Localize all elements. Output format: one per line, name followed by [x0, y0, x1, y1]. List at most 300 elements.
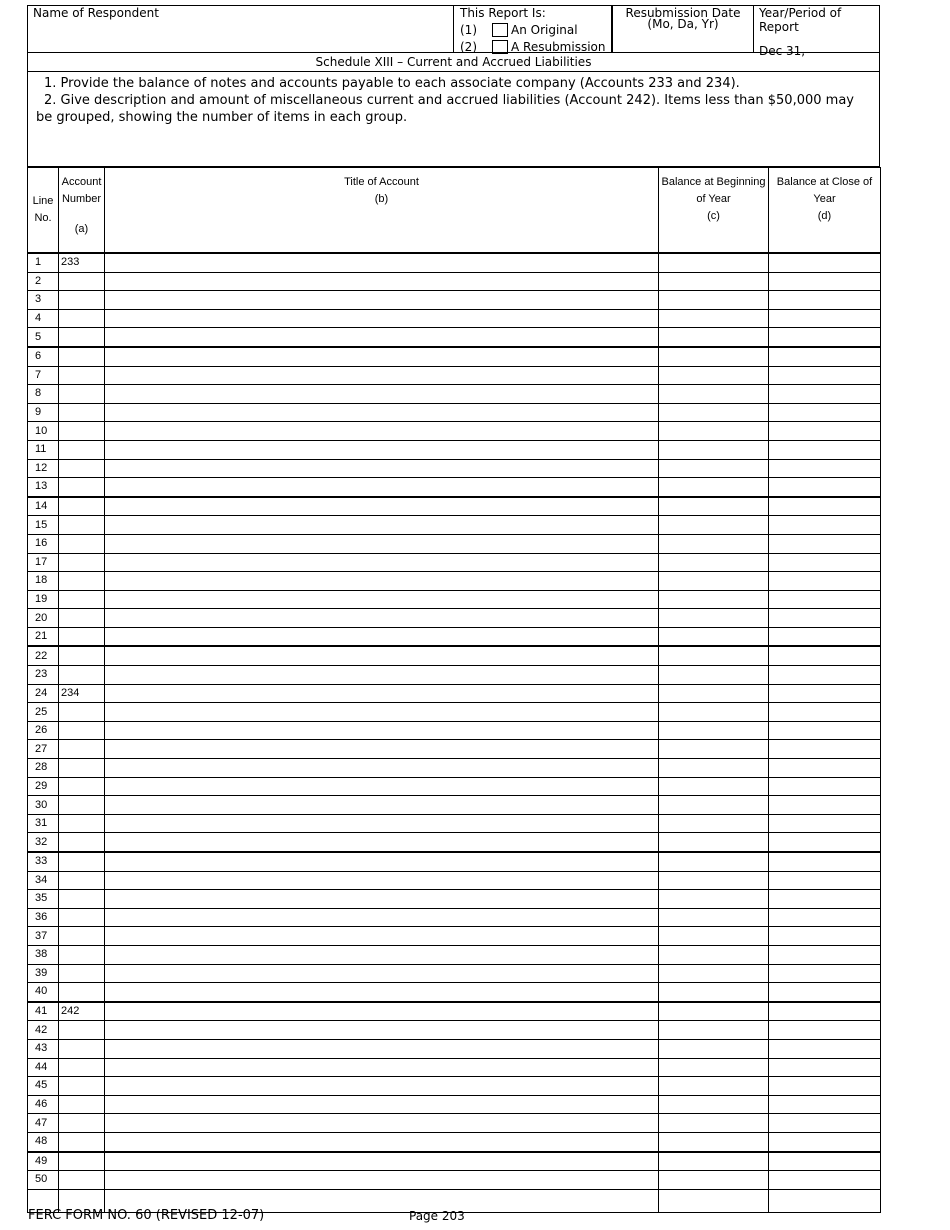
line-number: 13: [28, 478, 59, 497]
balance-beginning-cell[interactable]: [659, 964, 769, 983]
account-number-cell[interactable]: [59, 272, 105, 291]
year-label: Year/Period of Report: [759, 6, 842, 34]
line-number: 10: [28, 422, 59, 441]
account-title-cell[interactable]: [105, 497, 659, 516]
account-number-cell[interactable]: [59, 833, 105, 852]
balance-beginning-cell[interactable]: [659, 777, 769, 796]
account-title-cell[interactable]: [105, 964, 659, 983]
balance-beginning-cell[interactable]: [659, 1095, 769, 1114]
account-title-cell[interactable]: [105, 1021, 659, 1040]
resubmission-date-cell[interactable]: [611, 6, 753, 52]
account-number-cell[interactable]: [59, 309, 105, 328]
table-row: [28, 890, 881, 909]
account-title-cell[interactable]: [105, 609, 659, 628]
balance-close-cell[interactable]: [769, 572, 881, 591]
option2-num: (2): [460, 39, 477, 54]
year-period-cell[interactable]: [753, 6, 879, 58]
line-number: 33: [28, 852, 59, 871]
account-number-cell[interactable]: [59, 1152, 105, 1171]
balance-beginning-cell[interactable]: [659, 666, 769, 685]
account-number-cell[interactable]: [59, 666, 105, 685]
account-number-cell[interactable]: [59, 516, 105, 535]
account-number-cell[interactable]: [59, 366, 105, 385]
balance-beginning-cell[interactable]: [659, 1058, 769, 1077]
table-row: [28, 459, 881, 478]
balance-beginning-cell[interactable]: [659, 478, 769, 497]
balance-close-cell[interactable]: [769, 516, 881, 535]
account-title-cell[interactable]: [105, 1002, 659, 1021]
table-row: [28, 478, 881, 497]
balance-close-cell[interactable]: [769, 590, 881, 609]
balance-close-cell[interactable]: [769, 703, 881, 722]
col-line-header: [28, 168, 59, 254]
account-title-cell[interactable]: [105, 1077, 659, 1096]
account-number-cell[interactable]: 233: [59, 253, 105, 272]
balance-close-cell[interactable]: [769, 1152, 881, 1171]
line-number: 44: [28, 1058, 59, 1077]
respondent-label: Name of Respondent: [33, 6, 159, 20]
table-row: [28, 440, 881, 459]
balance-beginning-cell[interactable]: [659, 516, 769, 535]
balance-close-cell[interactable]: [769, 814, 881, 833]
table-row: [28, 740, 881, 759]
account-title-cell[interactable]: [105, 347, 659, 366]
col-line-l2: No.: [34, 212, 52, 224]
line-number: 38: [28, 945, 59, 964]
line-number: 14: [28, 497, 59, 516]
balance-beginning-cell[interactable]: [659, 1021, 769, 1040]
account-title-cell[interactable]: [105, 478, 659, 497]
option2-label: A Resubmission: [511, 39, 606, 54]
account-number-cell[interactable]: [59, 478, 105, 497]
line-number: 36: [28, 908, 59, 927]
balance-beginning-cell[interactable]: [659, 253, 769, 272]
table-row: [28, 272, 881, 291]
balance-beginning-cell[interactable]: [659, 646, 769, 665]
line-number: 1: [28, 253, 59, 272]
account-number-cell[interactable]: [59, 1114, 105, 1133]
account-title-cell[interactable]: [105, 833, 659, 852]
account-title-cell[interactable]: [105, 422, 659, 441]
col-account-header: [59, 168, 105, 254]
table-row: [28, 422, 881, 441]
balance-close-cell[interactable]: [769, 459, 881, 478]
account-number-cell[interactable]: [59, 890, 105, 909]
line-number: 25: [28, 703, 59, 722]
col-acct-code: (a): [74, 223, 89, 235]
col-close-header: [769, 168, 881, 254]
account-title-cell[interactable]: [105, 272, 659, 291]
balance-beginning-cell[interactable]: [659, 1039, 769, 1058]
account-title-cell[interactable]: [105, 385, 659, 404]
balance-close-cell[interactable]: [769, 497, 881, 516]
account-number-cell[interactable]: [59, 440, 105, 459]
table-row: [28, 385, 881, 404]
account-title-cell[interactable]: [105, 1039, 659, 1058]
line-number: 19: [28, 590, 59, 609]
account-number-cell[interactable]: [59, 1039, 105, 1058]
table-row: [28, 927, 881, 946]
account-number-cell[interactable]: [59, 927, 105, 946]
balance-close-cell[interactable]: [769, 796, 881, 815]
balance-beginning-cell[interactable]: [659, 1171, 769, 1190]
option-original: [460, 21, 611, 38]
account-title-cell[interactable]: [105, 703, 659, 722]
table-row: [28, 1095, 881, 1114]
balance-close-cell[interactable]: [769, 385, 881, 404]
line-number: 43: [28, 1039, 59, 1058]
account-number-cell[interactable]: [59, 759, 105, 778]
instructions: [27, 72, 880, 167]
line-number: 11: [28, 440, 59, 459]
account-title-cell[interactable]: [105, 403, 659, 422]
line-number: 48: [28, 1132, 59, 1151]
table-row: [28, 497, 881, 516]
account-number-cell[interactable]: [59, 964, 105, 983]
balance-close-cell[interactable]: [769, 627, 881, 646]
balance-beginning-cell[interactable]: [659, 328, 769, 347]
balance-beginning-cell[interactable]: [659, 814, 769, 833]
table-row: [28, 1132, 881, 1151]
account-number-cell[interactable]: [59, 852, 105, 871]
balance-close-cell[interactable]: [769, 833, 881, 852]
account-number-cell[interactable]: [59, 777, 105, 796]
balance-beginning-cell[interactable]: [659, 590, 769, 609]
balance-beginning-cell[interactable]: [659, 703, 769, 722]
balance-beginning-cell[interactable]: [659, 796, 769, 815]
account-title-cell[interactable]: [105, 516, 659, 535]
account-number-cell[interactable]: [59, 590, 105, 609]
option1-label: An Original: [511, 22, 578, 37]
account-number-cell[interactable]: [59, 572, 105, 591]
balance-close-cell[interactable]: [769, 964, 881, 983]
page-number: Page 203: [409, 1209, 465, 1223]
table-row: [28, 1039, 881, 1058]
balance-beginning-cell[interactable]: [659, 890, 769, 909]
account-number-cell[interactable]: [59, 908, 105, 927]
line-number: 35: [28, 890, 59, 909]
balance-beginning-cell[interactable]: [659, 366, 769, 385]
account-title-cell[interactable]: [105, 440, 659, 459]
balance-close-cell[interactable]: [769, 328, 881, 347]
balance-close-cell[interactable]: [769, 1132, 881, 1151]
balance-beginning-cell[interactable]: [659, 609, 769, 628]
account-title-cell[interactable]: [105, 740, 659, 759]
line-number: 12: [28, 459, 59, 478]
balance-close-cell[interactable]: [769, 1021, 881, 1040]
account-title-cell[interactable]: [105, 814, 659, 833]
balance-close-cell[interactable]: [769, 1095, 881, 1114]
balance-close-cell[interactable]: [769, 1077, 881, 1096]
account-title-cell[interactable]: [105, 666, 659, 685]
line-number: 37: [28, 927, 59, 946]
account-title-cell[interactable]: [105, 721, 659, 740]
balance-close-cell[interactable]: [769, 666, 881, 685]
balance-beginning-cell[interactable]: [659, 759, 769, 778]
line-number: 21: [28, 627, 59, 646]
balance-close-cell[interactable]: [769, 740, 881, 759]
balance-beginning-cell[interactable]: [659, 684, 769, 703]
resubmission-checkbox[interactable]: [492, 40, 508, 54]
line-number: 16: [28, 534, 59, 553]
account-title-cell[interactable]: [105, 796, 659, 815]
table-row: [28, 983, 881, 1002]
table-row: [28, 945, 881, 964]
form-header: [27, 5, 880, 58]
balance-beginning-cell[interactable]: [659, 852, 769, 871]
balance-close-cell[interactable]: [769, 1171, 881, 1190]
account-title-cell[interactable]: [105, 945, 659, 964]
option-resubmission: [460, 38, 611, 55]
account-title-cell[interactable]: [105, 1114, 659, 1133]
liabilities-table: [27, 167, 881, 1213]
account-number-cell[interactable]: [59, 422, 105, 441]
balance-beginning-cell[interactable]: [659, 534, 769, 553]
table-row: [28, 646, 881, 665]
table-body: [28, 253, 881, 1212]
line-number: 45: [28, 1077, 59, 1096]
balance-close-cell[interactable]: [769, 721, 881, 740]
balance-beginning-cell[interactable]: [659, 945, 769, 964]
balance-close-cell[interactable]: [769, 1002, 881, 1021]
account-title-cell[interactable]: [105, 1095, 659, 1114]
balance-close-cell[interactable]: [769, 291, 881, 310]
account-number-cell[interactable]: [59, 1132, 105, 1151]
balance-beginning-cell[interactable]: [659, 272, 769, 291]
table-row: [28, 516, 881, 535]
account-title-cell[interactable]: [105, 684, 659, 703]
balance-close-cell[interactable]: [769, 478, 881, 497]
account-title-cell[interactable]: [105, 852, 659, 871]
balance-beginning-cell[interactable]: [659, 422, 769, 441]
account-title-cell[interactable]: [105, 890, 659, 909]
account-number-cell[interactable]: [59, 1077, 105, 1096]
form-frame: [27, 5, 880, 1213]
line-number: 46: [28, 1095, 59, 1114]
col-title-code: (b): [374, 193, 389, 205]
balance-close-cell[interactable]: [769, 890, 881, 909]
account-title-cell[interactable]: [105, 459, 659, 478]
account-title-cell[interactable]: [105, 908, 659, 927]
account-title-cell[interactable]: [105, 1132, 659, 1151]
balance-close-cell[interactable]: [769, 609, 881, 628]
table-row: [28, 1152, 881, 1171]
account-number-cell[interactable]: 242: [59, 1002, 105, 1021]
instruction-2: 2. Give description and amount of miscellaneous current and accrued liabilities (Account 242). Items less than $50,000 may be grouped, showing the number of items in each group.: [36, 93, 854, 125]
account-title-cell[interactable]: [105, 534, 659, 553]
line-number: 28: [28, 759, 59, 778]
balance-beginning-cell[interactable]: [659, 871, 769, 890]
balance-beginning-cell[interactable]: [659, 627, 769, 646]
account-title-cell[interactable]: [105, 328, 659, 347]
account-number-cell[interactable]: [59, 703, 105, 722]
account-number-cell[interactable]: [59, 646, 105, 665]
line-number: 22: [28, 646, 59, 665]
account-number-cell[interactable]: 234: [59, 684, 105, 703]
account-title-cell[interactable]: [105, 1058, 659, 1077]
balance-close-cell[interactable]: [769, 927, 881, 946]
account-number-cell[interactable]: [59, 983, 105, 1002]
balance-beginning-cell[interactable]: [659, 497, 769, 516]
account-title-cell[interactable]: [105, 627, 659, 646]
col-close-code: (d): [817, 210, 832, 222]
account-number-cell[interactable]: [59, 459, 105, 478]
line-number: 20: [28, 609, 59, 628]
line-number: 3: [28, 291, 59, 310]
balance-close-cell[interactable]: [769, 553, 881, 572]
line-number: 49: [28, 1152, 59, 1171]
account-title-cell[interactable]: [105, 646, 659, 665]
account-number-cell[interactable]: [59, 1095, 105, 1114]
balance-beginning-cell[interactable]: [659, 347, 769, 366]
account-number-cell[interactable]: [59, 1021, 105, 1040]
line-number: 9: [28, 403, 59, 422]
line-number: 42: [28, 1021, 59, 1040]
balance-close-cell[interactable]: [769, 983, 881, 1002]
table-row: [28, 908, 881, 927]
table-row: [28, 833, 881, 852]
balance-close-cell[interactable]: [769, 777, 881, 796]
account-number-cell[interactable]: [59, 871, 105, 890]
account-title-cell[interactable]: [105, 871, 659, 890]
balance-beginning-cell[interactable]: [659, 553, 769, 572]
balance-beginning-cell[interactable]: [659, 385, 769, 404]
balance-close-cell[interactable]: [769, 759, 881, 778]
account-number-cell[interactable]: [59, 609, 105, 628]
account-title-cell[interactable]: [105, 553, 659, 572]
balance-beginning-cell[interactable]: [659, 459, 769, 478]
balance-close-cell[interactable]: [769, 347, 881, 366]
account-number-cell[interactable]: [59, 627, 105, 646]
account-title-cell[interactable]: [105, 1171, 659, 1190]
balance-beginning-cell[interactable]: [659, 291, 769, 310]
balance-close-cell[interactable]: [769, 440, 881, 459]
account-title-cell[interactable]: [105, 777, 659, 796]
account-title-cell[interactable]: [105, 983, 659, 1002]
table-row: [28, 553, 881, 572]
table-row: [28, 759, 881, 778]
table-row: [28, 684, 881, 703]
balance-close-cell[interactable]: [769, 272, 881, 291]
respondent-cell[interactable]: [28, 6, 453, 52]
table-row: [28, 814, 881, 833]
line-number: 17: [28, 553, 59, 572]
col-acct-l1: Account: [61, 176, 102, 188]
account-title-cell[interactable]: [105, 366, 659, 385]
resub-date-label: Resubmission Date: [625, 6, 741, 20]
balance-close-cell[interactable]: [769, 945, 881, 964]
account-number-cell[interactable]: [59, 347, 105, 366]
balance-close-cell[interactable]: [769, 309, 881, 328]
account-title-cell[interactable]: [105, 1152, 659, 1171]
balance-beginning-cell[interactable]: [659, 1002, 769, 1021]
account-title-cell[interactable]: [105, 309, 659, 328]
table-row: [28, 1171, 881, 1190]
balance-beginning-cell[interactable]: [659, 983, 769, 1002]
balance-close-cell[interactable]: [769, 534, 881, 553]
balance-close-cell[interactable]: [769, 422, 881, 441]
balance-close-cell[interactable]: [769, 1039, 881, 1058]
balance-beginning-cell[interactable]: [659, 572, 769, 591]
balance-beginning-cell[interactable]: [659, 927, 769, 946]
account-title-cell[interactable]: [105, 253, 659, 272]
balance-beginning-cell[interactable]: [659, 833, 769, 852]
balance-close-cell[interactable]: [769, 871, 881, 890]
balance-close-cell[interactable]: [769, 684, 881, 703]
balance-close-cell[interactable]: [769, 1058, 881, 1077]
account-title-cell[interactable]: [105, 590, 659, 609]
table-row: [28, 871, 881, 890]
table-row: [28, 534, 881, 553]
balance-close-cell[interactable]: [769, 908, 881, 927]
balance-close-cell[interactable]: [769, 852, 881, 871]
balance-beginning-cell[interactable]: [659, 721, 769, 740]
balance-close-cell[interactable]: [769, 403, 881, 422]
account-number-cell[interactable]: [59, 945, 105, 964]
line-number: 32: [28, 833, 59, 852]
balance-close-cell[interactable]: [769, 253, 881, 272]
account-number-cell[interactable]: [59, 1058, 105, 1077]
account-number-cell[interactable]: [59, 497, 105, 516]
balance-beginning-cell[interactable]: [659, 403, 769, 422]
report-type-cell: [453, 6, 611, 52]
balance-beginning-cell[interactable]: [659, 1114, 769, 1133]
account-number-cell[interactable]: [59, 1171, 105, 1190]
account-number-cell[interactable]: [59, 328, 105, 347]
account-title-cell[interactable]: [105, 572, 659, 591]
account-title-cell[interactable]: [105, 291, 659, 310]
table-row: [28, 572, 881, 591]
col-title-label: Title of Account: [344, 176, 419, 188]
account-number-cell[interactable]: [59, 721, 105, 740]
table-row: [28, 666, 881, 685]
account-number-cell[interactable]: [59, 534, 105, 553]
page-footer: [28, 1208, 908, 1223]
col-begin-header: [659, 168, 769, 254]
table-row: [28, 309, 881, 328]
balance-beginning-cell[interactable]: [659, 1152, 769, 1171]
balance-close-cell[interactable]: [769, 366, 881, 385]
account-number-cell[interactable]: [59, 385, 105, 404]
account-title-cell[interactable]: [105, 927, 659, 946]
account-number-cell[interactable]: [59, 553, 105, 572]
original-checkbox[interactable]: [492, 23, 508, 37]
line-number: 34: [28, 871, 59, 890]
line-number: 47: [28, 1114, 59, 1133]
line-number: 41: [28, 1002, 59, 1021]
balance-close-cell[interactable]: [769, 646, 881, 665]
line-number: 39: [28, 964, 59, 983]
balance-close-cell[interactable]: [769, 1114, 881, 1133]
account-number-cell[interactable]: [59, 796, 105, 815]
balance-beginning-cell[interactable]: [659, 908, 769, 927]
col-begin-l2: of Year: [696, 193, 731, 205]
table-row: [28, 627, 881, 646]
account-number-cell[interactable]: [59, 291, 105, 310]
account-number-cell[interactable]: [59, 814, 105, 833]
balance-beginning-cell[interactable]: [659, 740, 769, 759]
line-number: 30: [28, 796, 59, 815]
account-number-cell[interactable]: [59, 740, 105, 759]
balance-beginning-cell[interactable]: [659, 309, 769, 328]
year-value: Dec 31,: [759, 44, 806, 58]
balance-beginning-cell[interactable]: [659, 440, 769, 459]
balance-beginning-cell[interactable]: [659, 1077, 769, 1096]
account-title-cell[interactable]: [105, 759, 659, 778]
col-acct-l2: Number: [61, 193, 102, 205]
account-number-cell[interactable]: [59, 403, 105, 422]
balance-beginning-cell[interactable]: [659, 1132, 769, 1151]
